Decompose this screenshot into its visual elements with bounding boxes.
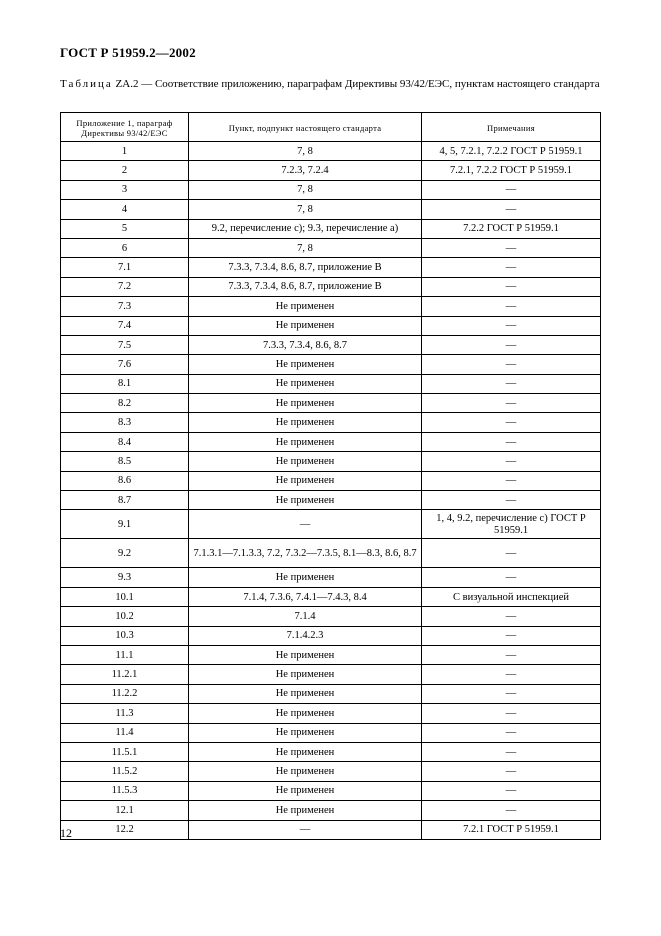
cell-notes: — [422, 258, 601, 277]
cell-notes: — [422, 374, 601, 393]
table-header-row [61, 113, 601, 142]
cell-notes: — [422, 471, 601, 490]
cell-clause: Не применен [189, 394, 422, 413]
cell-notes: — [422, 394, 601, 413]
table-row [61, 684, 601, 703]
cell-clause: — [189, 820, 422, 839]
table-row [61, 762, 601, 781]
table-row [61, 297, 601, 316]
table-caption-lead: Таблица [60, 78, 113, 90]
cell-annex: 9.1 [61, 510, 189, 539]
table-row [61, 335, 601, 354]
cell-annex: 9.3 [61, 568, 189, 587]
table-row [61, 258, 601, 277]
table-row [61, 665, 601, 684]
table-row [61, 316, 601, 335]
table-row [61, 742, 601, 761]
cell-notes: — [422, 801, 601, 820]
cell-notes: — [422, 335, 601, 354]
cell-annex: 11.5.1 [61, 742, 189, 761]
cell-annex: 8.1 [61, 374, 189, 393]
cell-annex: 7.4 [61, 316, 189, 335]
cell-clause: 7.2.3, 7.2.4 [189, 161, 422, 180]
cell-notes: — [422, 704, 601, 723]
cell-annex: 10.1 [61, 587, 189, 606]
cell-notes: — [422, 723, 601, 742]
cell-annex: 7.2 [61, 277, 189, 296]
cell-clause: 7.1.4.2.3 [189, 626, 422, 645]
table-row [61, 200, 601, 219]
table-row [61, 374, 601, 393]
cell-clause: 7.1.3.1—7.1.3.3, 7.2, 7.3.2—7.3.5, 8.1—8.3, 8.6, 8.7 [189, 539, 422, 568]
cell-annex: 11.5.3 [61, 781, 189, 800]
cell-annex: 8.5 [61, 452, 189, 471]
cell-notes: С визуальной инспекцией [422, 587, 601, 606]
table-row [61, 539, 601, 568]
cell-clause: Не применен [189, 801, 422, 820]
cell-notes: — [422, 607, 601, 626]
cell-clause: Не применен [189, 665, 422, 684]
table-row [61, 626, 601, 645]
cell-notes: — [422, 238, 601, 257]
cell-clause: Не применен [189, 704, 422, 723]
cell-clause: Не применен [189, 471, 422, 490]
cell-clause: Не применен [189, 297, 422, 316]
table-row [61, 277, 601, 296]
correspondence-table [60, 112, 601, 840]
cell-annex: 8.3 [61, 413, 189, 432]
cell-annex: 9.2 [61, 539, 189, 568]
cell-clause: Не применен [189, 355, 422, 374]
cell-annex: 3 [61, 180, 189, 199]
table-row [61, 452, 601, 471]
column-header-clause: Пункт, подпункт настоящего стандарта [189, 113, 422, 142]
cell-annex: 11.2.2 [61, 684, 189, 703]
table-row [61, 704, 601, 723]
cell-notes: — [422, 684, 601, 703]
cell-clause: 7, 8 [189, 180, 422, 199]
cell-clause: Не применен [189, 491, 422, 510]
table-row [61, 238, 601, 257]
cell-annex: 7.3 [61, 297, 189, 316]
table-caption [60, 78, 600, 91]
cell-annex: 6 [61, 238, 189, 257]
cell-annex: 11.5.2 [61, 762, 189, 781]
cell-annex: 8.6 [61, 471, 189, 490]
cell-clause: Не применен [189, 316, 422, 335]
cell-clause: 7.1.4 [189, 607, 422, 626]
cell-clause: Не применен [189, 742, 422, 761]
cell-annex: 2 [61, 161, 189, 180]
table-row [61, 723, 601, 742]
cell-annex: 8.7 [61, 491, 189, 510]
cell-annex: 5 [61, 219, 189, 238]
cell-clause: 7.3.3, 7.3.4, 8.6, 8.7, приложение В [189, 277, 422, 296]
cell-clause: Не применен [189, 568, 422, 587]
cell-annex: 4 [61, 200, 189, 219]
cell-annex: 12.2 [61, 820, 189, 839]
cell-clause: Не применен [189, 645, 422, 664]
cell-annex: 10.2 [61, 607, 189, 626]
cell-notes: — [422, 432, 601, 451]
table-row [61, 161, 601, 180]
cell-notes: 7.2.2 ГОСТ Р 51959.1 [422, 219, 601, 238]
cell-notes: — [422, 413, 601, 432]
cell-annex: 7.6 [61, 355, 189, 374]
cell-notes: — [422, 355, 601, 374]
cell-annex: 11.1 [61, 645, 189, 664]
cell-annex: 11.2.1 [61, 665, 189, 684]
cell-clause: Не применен [189, 781, 422, 800]
cell-clause: Не применен [189, 452, 422, 471]
table-row [61, 142, 601, 161]
cell-notes: — [422, 180, 601, 199]
table-row [61, 432, 601, 451]
cell-annex: 1 [61, 142, 189, 161]
table-row [61, 355, 601, 374]
cell-clause: 7, 8 [189, 142, 422, 161]
cell-notes: 7.2.1 ГОСТ Р 51959.1 [422, 820, 601, 839]
cell-notes: — [422, 665, 601, 684]
table-row [61, 607, 601, 626]
cell-notes: 4, 5, 7.2.1, 7.2.2 ГОСТ Р 51959.1 [422, 142, 601, 161]
table-row [61, 394, 601, 413]
cell-notes: — [422, 568, 601, 587]
cell-clause: Не применен [189, 374, 422, 393]
cell-clause: Не применен [189, 413, 422, 432]
table-row [61, 568, 601, 587]
page-header-title: ГОСТ Р 51959.2—2002 [60, 45, 196, 60]
column-header-annex: Приложение 1, параграф Директивы 93/42/ЕЭС [61, 113, 189, 142]
cell-clause: Не применен [189, 432, 422, 451]
cell-annex: 8.4 [61, 432, 189, 451]
cell-notes: 7.2.1, 7.2.2 ГОСТ Р 51959.1 [422, 161, 601, 180]
cell-clause: Не применен [189, 762, 422, 781]
cell-clause: — [189, 510, 422, 539]
cell-clause: 7, 8 [189, 238, 422, 257]
cell-notes: — [422, 200, 601, 219]
table-row [61, 820, 601, 839]
cell-notes: — [422, 626, 601, 645]
cell-notes: — [422, 452, 601, 471]
table-row [61, 587, 601, 606]
cell-clause: 7.1.4, 7.3.6, 7.4.1—7.4.3, 8.4 [189, 587, 422, 606]
table-row [61, 781, 601, 800]
table-row [61, 180, 601, 199]
cell-annex: 7.1 [61, 258, 189, 277]
cell-clause: 7.3.3, 7.3.4, 8.6, 8.7 [189, 335, 422, 354]
table-row [61, 413, 601, 432]
cell-notes: — [422, 277, 601, 296]
cell-notes: — [422, 539, 601, 568]
cell-notes: — [422, 762, 601, 781]
cell-clause: 7.3.3, 7.3.4, 8.6, 8.7, приложение В [189, 258, 422, 277]
cell-notes: — [422, 316, 601, 335]
cell-notes: — [422, 645, 601, 664]
cell-clause: 7, 8 [189, 200, 422, 219]
cell-notes: — [422, 781, 601, 800]
cell-clause: Не применен [189, 684, 422, 703]
cell-clause: 9.2, перечисление с); 9.3, перечисление а) [189, 219, 422, 238]
cell-annex: 11.3 [61, 704, 189, 723]
cell-notes: 1, 4, 9.2, перечисление с) ГОСТ Р 51959.1 [422, 510, 601, 539]
cell-annex: 10.3 [61, 626, 189, 645]
table-row [61, 645, 601, 664]
cell-clause: Не применен [189, 723, 422, 742]
table-row [61, 801, 601, 820]
cell-annex: 8.2 [61, 394, 189, 413]
cell-notes: — [422, 491, 601, 510]
cell-annex: 11.4 [61, 723, 189, 742]
cell-notes: — [422, 742, 601, 761]
table-row [61, 471, 601, 490]
table-row [61, 491, 601, 510]
cell-annex: 12.1 [61, 801, 189, 820]
cell-annex: 7.5 [61, 335, 189, 354]
table-row [61, 219, 601, 238]
table-row [61, 510, 601, 539]
table-caption-text: ZA.2 — Соответствие приложению, параграфам Директивы 93/42/ЕЭС, пунктам настоящего стандарта [112, 78, 600, 90]
page-number: 12 [60, 826, 72, 840]
column-header-notes: Примечания [422, 113, 601, 142]
cell-notes: — [422, 297, 601, 316]
